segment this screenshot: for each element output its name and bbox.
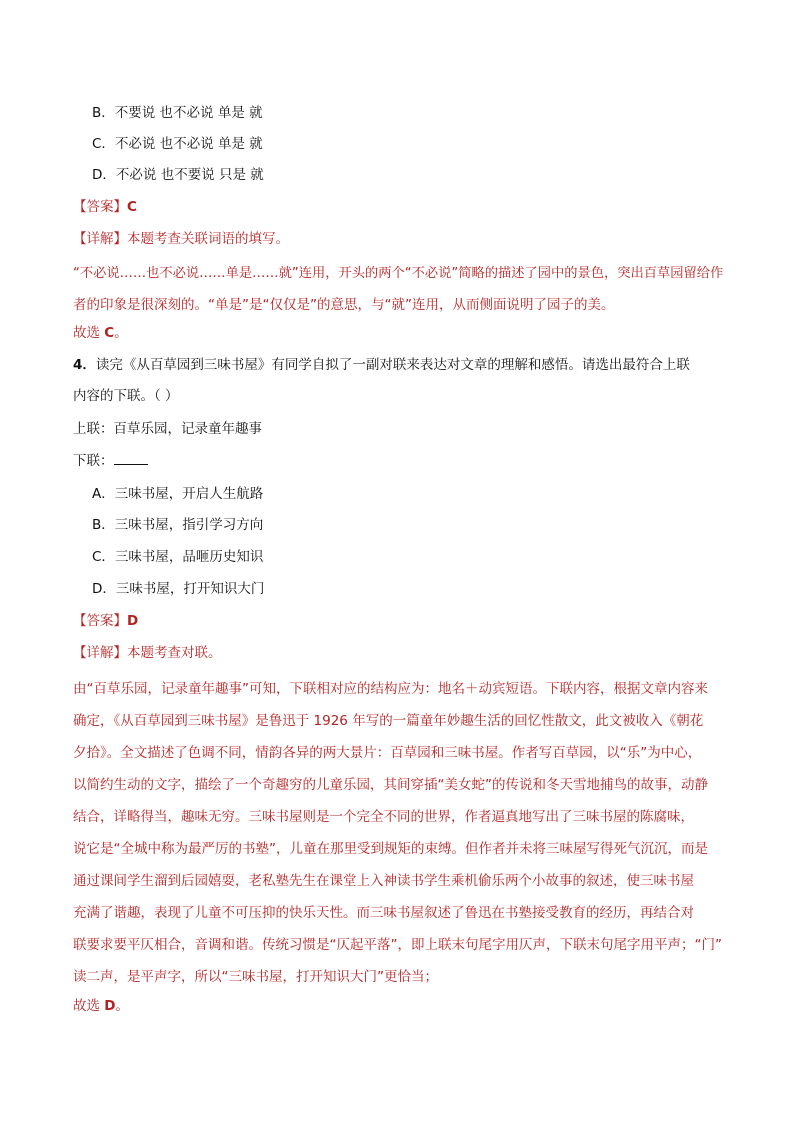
- q4-explanation-line-4: 以简约生动的文字，描绘了一个奇趣穷的儿童乐园，其间穿插“美女蛇”的传说和冬天雪地捕鸟的故事，动静: [73, 777, 708, 793]
- q4-explanation-line-8: 充满了谐趣，表现了儿童不可压抑的快乐天性。而三味书屋叙述了鲁迅在书塾接受教育的经历，再结合对: [73, 905, 694, 921]
- answer-label: 【答案】: [73, 613, 127, 629]
- option-letter: A．: [92, 486, 115, 502]
- stem-text: 读完《从百草园到三味书屋》有同学自拟了一副对联来表达对文章的理解和感悟。请选出最符合上联: [95, 357, 690, 373]
- option-text: 三味书屋，打开知识大门: [115, 581, 265, 597]
- lower-label: 下联：: [73, 453, 114, 469]
- option-text: 不必说 也不必说 单是 就: [114, 136, 263, 152]
- option-letter: B．: [92, 105, 115, 121]
- q4-option-b: [92, 516, 263, 534]
- q4-explanation-line-10: 读二声，是平声字，所以“三味书屋，打开知识大门”更恰当；: [73, 969, 438, 985]
- q4-explanation-line-3: 夕拾》。全文描述了色调不同，情韵各异的两大景片：百草园和三味书屋。作者写百草园，以“乐”为中心，: [73, 745, 702, 761]
- q3-option-d: [92, 166, 264, 184]
- option-text: 不要说 也不必说 单是 就: [114, 105, 263, 121]
- q4-detail: [73, 644, 222, 662]
- option-text: 三味书屋，开启人生航路: [114, 486, 264, 502]
- q4-upper-couplet: 上联：百草乐园，记录童年趣事: [73, 421, 262, 437]
- answer-blank: [114, 452, 148, 465]
- q3-conclusion: [73, 324, 128, 342]
- option-letter: D．: [92, 167, 116, 183]
- q4-option-a: [92, 485, 263, 503]
- q4-explanation-line-9: 联要求要平仄相合，音调和谐。传统习惯是“仄起平落”，即上联末句尾字用仄声，下联末句尾字用平声；“门”: [73, 937, 722, 953]
- option-letter: B．: [92, 517, 115, 533]
- q4-stem-line-1: [73, 356, 690, 374]
- q4-conclusion: [73, 997, 129, 1015]
- option-letter: C．: [92, 136, 115, 152]
- q3-option-b: [92, 104, 263, 122]
- q4-explanation-line-2: 确定，《从百草园到三味书屋》是鲁迅于 1926 年写的一篇童年妙趣生活的回忆性散文，此文被收入《朝花: [73, 713, 704, 729]
- q4-explanation-line-6: 说它是“全城中称为最严厉的书塾”，儿童在那里受到规矩的束缚。但作者并未将三味屋写得死气沉沉，而是: [73, 841, 708, 857]
- conclusion-value: D: [104, 998, 116, 1014]
- q4-answer: [73, 612, 138, 630]
- q4-explanation-line-7: 通过课间学生溜到后园嬉耍，老私塾先生在课堂上入神读书学生乘机偷乐两个小故事的叙述，使三味书屋: [73, 873, 694, 889]
- option-text: 不必说 也不要说 只是 就: [115, 167, 264, 183]
- detail-label: 【详解】: [73, 231, 127, 247]
- conclusion-prefix: 故选: [73, 998, 105, 1014]
- q4-explanation-line-5: 结合，详略得当，趣味无穷。三味书屋则是一个完全不同的世界，作者逼真地写出了三味书屋的陈腐味，: [73, 809, 694, 825]
- option-text: 三味书屋，品咂历史知识: [114, 549, 264, 565]
- conclusion-suffix: 。: [114, 325, 128, 341]
- q3-explanation-line-2: 者的印象是很深刻的。“单是”是“仅仅是”的意思，与“就”连用，从而侧面说明了园子的美。: [73, 297, 615, 313]
- q4-lower-couplet: [73, 452, 148, 470]
- q4-option-c: [92, 548, 263, 566]
- conclusion-prefix: 故选: [73, 325, 105, 341]
- answer-label: 【答案】: [73, 199, 127, 215]
- detail-text: 本题考查对联。: [127, 645, 222, 661]
- q4-explanation-line-1: 由“百草乐园，记录童年趣事”可知，下联相对应的结构应为：地名＋动宾短语。下联内容，根据文章内容来: [73, 681, 708, 697]
- q3-answer: [73, 198, 137, 216]
- conclusion-suffix: 。: [115, 998, 130, 1014]
- answer-value: D: [127, 613, 139, 629]
- conclusion-value: C: [104, 325, 115, 341]
- q3-detail: [73, 230, 289, 248]
- detail-text: 本题考查关联词语的填写。: [127, 231, 289, 247]
- q3-option-c: [92, 135, 263, 153]
- option-letter: C．: [92, 549, 115, 565]
- option-text: 三味书屋，指引学习方向: [114, 517, 264, 533]
- q4-stem-line-2: 内容的下联。（ ）: [73, 388, 179, 404]
- answer-value: C: [127, 199, 137, 215]
- question-number: 4．: [73, 357, 96, 373]
- option-letter: D．: [92, 581, 116, 597]
- detail-label: 【详解】: [73, 645, 127, 661]
- q3-explanation-line-1: “不必说……也不必说……单是……就”连用，开头的两个“不必说”简略的描述了园中的景色，突出百草园留给作: [73, 266, 724, 281]
- q4-option-d: [92, 580, 264, 598]
